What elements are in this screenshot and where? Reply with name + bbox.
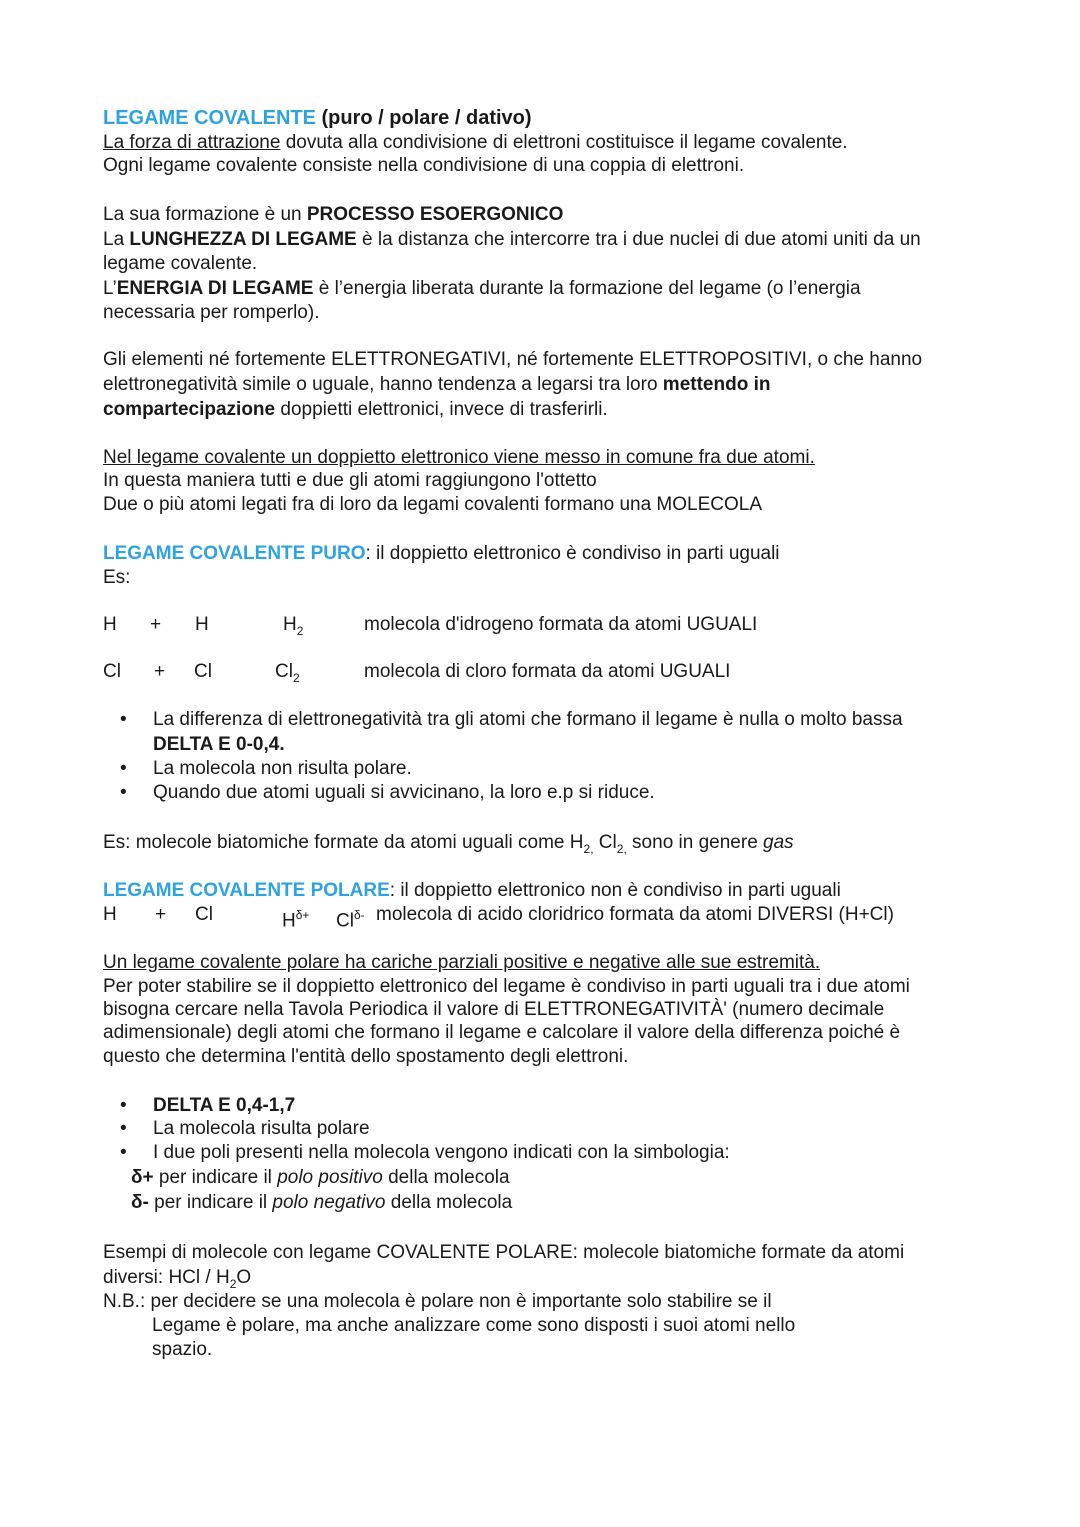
subscript: 2, [616, 841, 627, 856]
nb-line-1 [103, 1290, 772, 1314]
text: elettronegatività simile o uguale, hanno tendenza a legarsi tra loro [103, 374, 663, 395]
bold-text: PROCESSO ESOERGONICO [306, 204, 564, 225]
eq-result-h [282, 903, 309, 933]
eq-atom-a: Cl [103, 661, 121, 682]
polare-heading [103, 879, 841, 903]
polare-paragraph-line-3: bisogna cercare nella Tavola Periodica il valore di ELETTRONEGATIVITÀ' (numero decimale [103, 999, 885, 1020]
subscript: 2, [583, 841, 594, 856]
formation-line-5: necessaria per romperlo). [103, 302, 320, 323]
text: della molecola [385, 1192, 513, 1213]
list-item-continuation: DELTA E 0-0,4. [153, 734, 285, 755]
text: Cl [275, 661, 293, 682]
text: : il doppietto elettronico è condiviso in parti uguali [365, 543, 780, 564]
italic-text: polo positivo [277, 1167, 383, 1188]
eq-atom-b: Cl [194, 661, 212, 682]
eq-description: molecola di acido cloridrico formata da atomi DIVERSI (H+Cl) [376, 904, 894, 925]
eq-atom-b: Cl [195, 904, 213, 925]
delta-minus-line [131, 1191, 512, 1215]
list-item: La molecola non risulta polare. [153, 758, 412, 779]
intro-line-1 [103, 131, 848, 155]
text: Es: molecole biatomiche formate da atomi uguali come H [103, 832, 584, 853]
bullet-icon: • [120, 1095, 127, 1116]
text: per indicare il [148, 1192, 273, 1213]
text: doppietti elettronici, invece di trasferirli. [275, 399, 608, 420]
text: H [282, 910, 296, 932]
eq-plus: + [150, 614, 162, 635]
eq-result-cl [336, 903, 365, 933]
delta-plus-line [131, 1166, 510, 1190]
list-item: DELTA E 0,4-1,7 [153, 1095, 296, 1116]
text: Cl [593, 832, 617, 853]
text: dovuta alla condivisione di elettroni costituisce il legame covalente. [280, 132, 848, 153]
polare-paragraph-line-1: Un legame covalente polare ha cariche parziali positive e negative alle sue estremità. [103, 952, 821, 973]
bullet-icon: • [120, 1142, 127, 1163]
bold-text: LUNGHEZZA DI LEGAME [129, 229, 357, 250]
formation-line-1 [103, 203, 563, 227]
eq-plus: + [154, 661, 166, 682]
text: H [283, 614, 297, 635]
bold-text: ENERGIA DI LEGAME [116, 278, 314, 299]
text: per decidere se una molecola è polare non è importante solo stabilire se il [145, 1291, 772, 1312]
delta-minus-symbol: δ- [131, 1192, 149, 1213]
formation-line-3: legame covalente. [103, 253, 258, 274]
text: per indicare il [153, 1167, 278, 1188]
text: Cl [336, 910, 354, 932]
text: della molecola [382, 1167, 510, 1188]
bullet-icon: • [120, 1118, 127, 1139]
title-blue: LEGAME COVALENTE [103, 107, 316, 129]
italic-text: polo negativo [272, 1192, 386, 1213]
polare-paragraph-line-2: Per poter stabilire se il doppietto elettronico del legame è condiviso in parti uguali tra i due atomi [103, 976, 910, 997]
eq-description: molecola d'idrogeno formata da atomi UGUALI [364, 614, 758, 635]
text: diversi: HCl / H [103, 1267, 230, 1288]
examples-line-1: Esempi di molecole con legame COVALENTE POLARE: molecole biatomiche formate da atomi [103, 1242, 905, 1263]
nb-label: N.B.: [103, 1291, 146, 1312]
formation-line-2 [103, 228, 921, 252]
puro-heading [103, 542, 780, 566]
polare-paragraph-line-4: adimensionale) degli atomi che formano il legame e calcolare il valore della differenza poiché è [103, 1022, 901, 1043]
list-item: La molecola risulta polare [153, 1118, 370, 1139]
formation-line-4 [103, 277, 861, 301]
text: : il doppietto elettronico non è condiviso in parti uguali [389, 880, 841, 901]
bullet-icon: • [120, 709, 127, 730]
eq-result [275, 660, 300, 690]
superscript: δ+ [295, 908, 310, 922]
eq-plus: + [155, 904, 167, 925]
heading-blue: LEGAME COVALENTE POLARE [103, 880, 390, 901]
underlined-text: La forza di attrazione [103, 132, 281, 153]
text: è la distanza che intercorre tra i due nuclei di due atomi uniti da un [356, 229, 921, 250]
text: è l’energia liberata durante la formazione del legame (o l’energia [313, 278, 861, 299]
elements-line-2 [103, 373, 770, 397]
eq-atom-a: H [103, 904, 117, 925]
bold-text: mettendo in [662, 374, 771, 395]
eq-description: molecola di cloro formata da atomi UGUALI [364, 661, 731, 682]
elements-line-3 [103, 398, 608, 422]
molecule-line-1: Nel legame covalente un doppietto elettronico viene messo in comune fra due atomi. [103, 447, 815, 468]
molecule-line-2: In questa maniera tutti e due gli atomi raggiungono l'ottetto [103, 470, 597, 491]
text: O [236, 1267, 252, 1288]
eq-atom-b: H [195, 614, 209, 635]
list-item: La differenza di elettronegatività tra gli atomi che formano il legame è nulla o molto bassa [153, 709, 903, 730]
nb-line-3: spazio. [152, 1339, 213, 1360]
eq-result [283, 613, 303, 643]
puro-example [103, 831, 794, 861]
text: L’ [103, 278, 117, 299]
page-title [103, 106, 532, 130]
list-item: I due poli presenti nella molecola vengono indicati con la simbologia: [153, 1142, 730, 1163]
nb-line-2: Legame è polare, ma anche analizzare come sono disposti i suoi atomi nello [152, 1315, 796, 1336]
polare-paragraph-line-5: questo che determina l'entità dello spostamento degli elettroni. [103, 1046, 629, 1067]
superscript: δ- [353, 908, 365, 922]
heading-blue: LEGAME COVALENTE PURO [103, 543, 366, 564]
text: La [103, 229, 130, 250]
bullet-icon: • [120, 782, 127, 803]
title-rest: (puro / polare / dativo) [315, 107, 532, 129]
elements-line-1: Gli elementi né fortemente ELETTRONEGATIVI, né fortemente ELETTROPOSITIVI, o che hanno [103, 349, 923, 370]
text: La sua formazione è un [103, 204, 307, 225]
italic-text: gas [763, 832, 794, 853]
text: sono in genere [626, 832, 764, 853]
molecule-line-3: Due o più atomi legati fra di loro da legami covalenti formano una MOLECOLA [103, 494, 763, 515]
puro-es-label: Es: [103, 567, 131, 588]
intro-line-2: Ogni legame covalente consiste nella condivisione di una coppia di elettroni. [103, 155, 745, 176]
subscript: 2 [229, 1276, 237, 1291]
subscript: 2 [292, 670, 300, 685]
bold-text: compartecipazione [103, 399, 276, 420]
bullet-icon: • [120, 758, 127, 779]
list-item: Quando due atomi uguali si avvicinano, la loro e.p si riduce. [153, 782, 655, 803]
eq-atom-a: H [103, 614, 117, 635]
delta-plus-symbol: δ+ [131, 1167, 154, 1188]
subscript: 2 [296, 623, 304, 638]
